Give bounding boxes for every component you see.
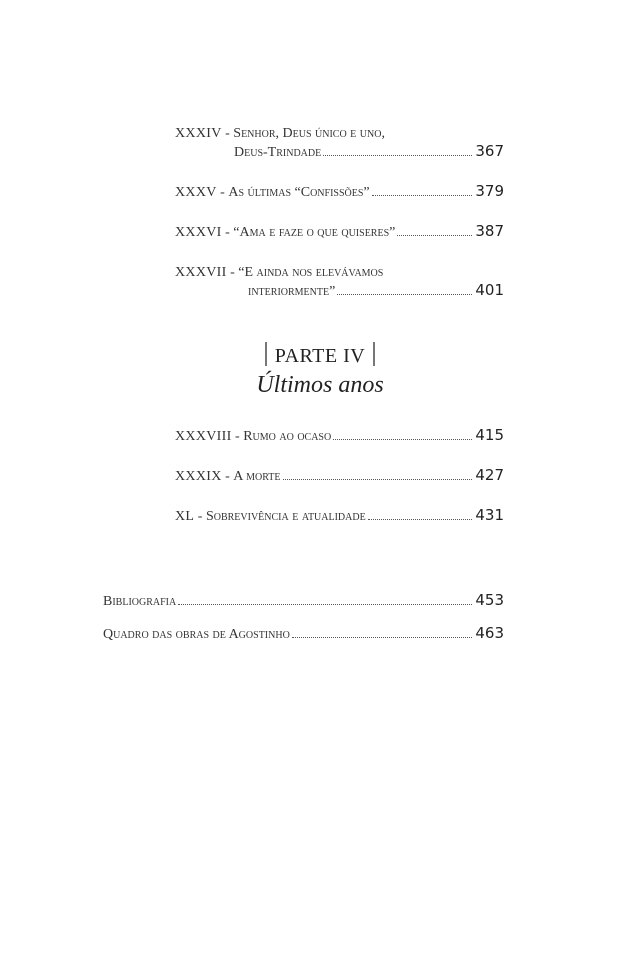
leader-dots: [323, 155, 472, 156]
part-heading: [0, 342, 640, 368]
leader-dots: [337, 294, 472, 295]
section-title: Bibliografia: [103, 594, 177, 609]
leader-dots: [178, 604, 472, 605]
toc-entry-35[interactable]: XXXV - As últimas “Confissões” 379: [175, 182, 504, 200]
section-title: Quadro das obras de Agostinho: [103, 627, 290, 642]
leader-dots: [333, 439, 472, 440]
chapter-number: XXXVI: [175, 225, 222, 240]
page-number: 387: [475, 222, 504, 240]
chapter-number: XXXVII: [175, 265, 227, 280]
toc-entry-39[interactable]: XXXIX - A morte 427: [175, 466, 504, 484]
right-bar: [373, 342, 375, 366]
chapter-number: XL: [175, 509, 195, 524]
toc-entry-37[interactable]: [248, 281, 504, 301]
chapter-title: As últimas “Confissões”: [228, 185, 370, 200]
page-number: 463: [475, 624, 504, 642]
left-bar: [265, 342, 267, 366]
chapter-title: Deus-Trindade: [234, 145, 322, 160]
chapter-title: interiormente”: [248, 284, 336, 299]
chapter-title-line1: Senhor, Deus único e uno,: [233, 126, 385, 141]
leader-dots: [397, 235, 472, 236]
part-label: PARTE IV: [274, 345, 366, 367]
leader-dots: [368, 519, 473, 520]
page-number: 401: [475, 281, 504, 299]
chapter-title: A morte: [233, 469, 281, 484]
toc-entry-works-table[interactable]: [103, 624, 504, 644]
chapter-title: Sobrevivência e atualidade: [205, 509, 366, 524]
page-number: 415: [475, 426, 504, 444]
toc-entry-40[interactable]: XL - Sobrevivência e atualidade 431: [175, 506, 504, 524]
page-number: 367: [475, 142, 504, 160]
page-number: 431: [475, 506, 504, 524]
chapter-title: “Ama e faze o que quiseres”: [233, 225, 396, 240]
leader-dots: [283, 479, 473, 480]
toc-entry-36[interactable]: XXXVI - “Ama e faze o que quiseres” 387: [175, 222, 504, 240]
toc-entry-34[interactable]: [234, 142, 504, 162]
chapter-title-line1: “E ainda nos elevávamos: [238, 265, 384, 280]
part-subtitle: Últimos anos: [256, 372, 384, 398]
chapter-title: Rumo ao ocaso: [243, 429, 332, 444]
leader-dots: [292, 637, 473, 638]
toc-entry-34-line1: XXXIV - Senhor, Deus único e uno,: [175, 126, 385, 141]
chapter-number: XXXIX: [175, 469, 222, 484]
chapter-number: XXXIV: [175, 126, 222, 141]
leader-dots: [372, 195, 473, 196]
chapter-number: XXXV: [175, 185, 217, 200]
toc-entry-37-line1: XXXVII - “E ainda nos elevávamos: [175, 265, 384, 280]
toc-entry-38[interactable]: XXXVIII - Rumo ao ocaso 415: [175, 426, 504, 444]
page-number: 453: [475, 591, 504, 609]
page-number: 379: [475, 182, 504, 200]
page-number: 427: [475, 466, 504, 484]
toc-entry-bibliography[interactable]: [103, 591, 504, 611]
chapter-number: XXXVIII: [175, 429, 232, 444]
